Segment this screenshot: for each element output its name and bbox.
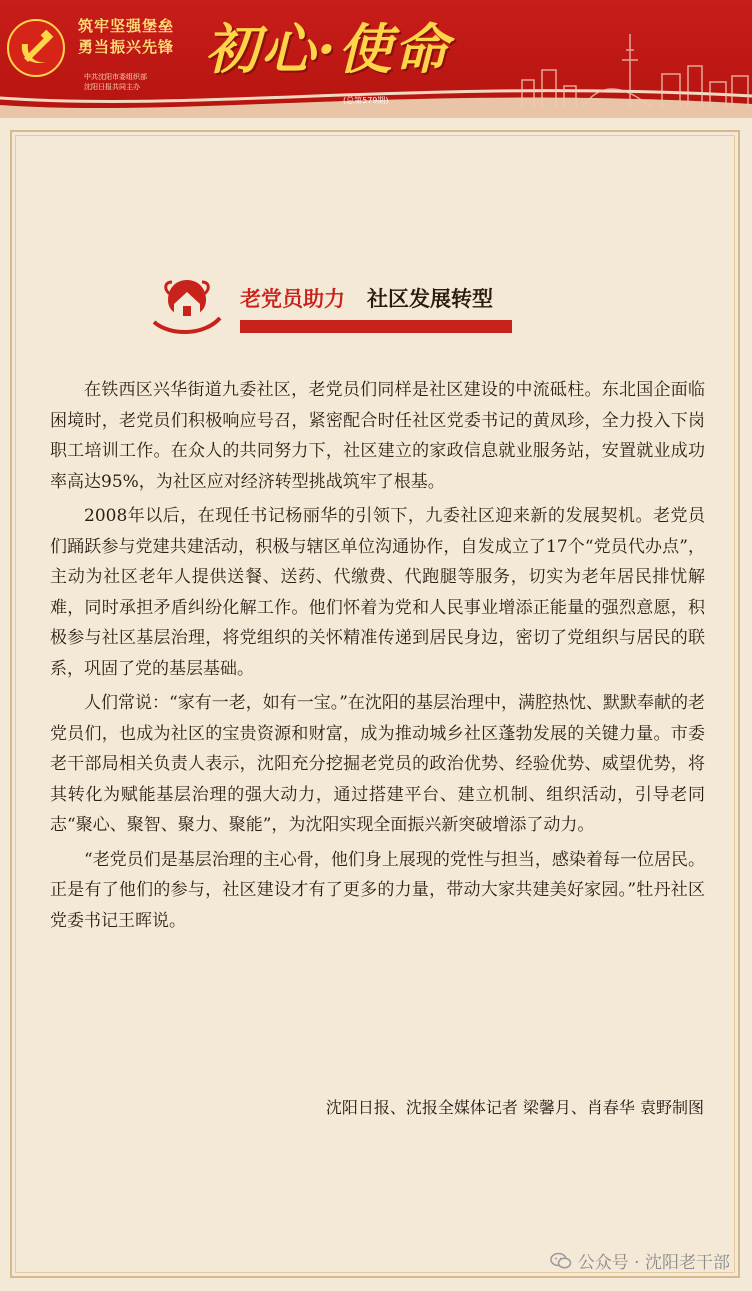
issue-number: (总第579期) (343, 96, 389, 105)
article-byline: 沈阳日报、沈报全媒体记者 梁馨月、肖春华 袁野制图 (325, 1098, 704, 1117)
slogan-line-1: 筑牢坚强堡垒 (78, 17, 175, 35)
article-paragraph: 人们常说：“家有一老，如有一宝。”在沈阳的基层治理中，满腔热忱、默默奉献的老党员们，也成为社区的宝贵资源和财富，成为推动城乡社区蓬勃发展的关键力量。市委老干部局相关负责人表示，沈阳充分挖掘老党员的政治优势、经验优势、威望优势，将其转化为赋能基层治理的强大动力，通过搭建平台、建立机制、组织活动，引导老同志“聚心、聚智、聚力、聚能”，为沈阳实现全面振兴新突破增添了动力。 (50, 693, 705, 835)
article-paragraph: 2008年以后，在现任书记杨丽华的引领下，九委社区迎来新的发展契机。老党员们踊跃参与党建共建活动，积极与辖区单位沟通协作，自发成立了17个“党员代办点”，主动为社区老年人提供送餐、送药、代缴费、代跑腿等服务，切实为老年居民排忧解难，同时承担矛盾纠纷化解工作。他们怀着为党和人民事业增添正能量的强烈意愿，积极参与社区基层治理，将党组织的关怀精准传递到居民身边，密切了党组织与居民的联系，巩固了党的基层基础。 (50, 506, 705, 679)
party-emblem-icon (6, 18, 66, 78)
organizer-line-2: 沈阳日报共同主办 (84, 83, 140, 91)
article-heading (240, 283, 493, 313)
wechat-watermark (550, 1248, 730, 1273)
heading-main: 社区发展转型 (367, 287, 493, 311)
column-title: 初心·使命 (205, 17, 450, 81)
header-banner (0, 0, 752, 118)
banner-slogan (78, 16, 174, 58)
article-paragraph: 在铁西区兴华街道九委社区，老党员们同样是社区建设的中流砥柱。东北国企面临困境时，老党员们积极响应号召，紧密配合时任社区党委书记的黄凤珍，全力投入下岗职工培训工作。在众人的共同努力下，社区建立的家政信息就业服务站，安置就业成功率高达95%，为社区应对经济转型挑战筑牢了根基。 (50, 380, 705, 492)
article-body (50, 375, 705, 940)
heading-highlight: 老党员助力 (240, 287, 345, 311)
heading-underline-bar (240, 320, 512, 333)
organizer-line-1: 中共沈阳市委组织部 (84, 73, 147, 81)
city-skyline-decoration (512, 30, 752, 110)
article-paragraph: “老党员们是基层治理的主心骨，他们身上展现的党性与担当，感染着每一位居民。正是有了他们的参与，社区建设才有了更多的力量，带动大家共建美好家园。”牡丹社区党委书记王晖说。 (50, 849, 705, 931)
community-house-icon (150, 270, 224, 340)
watermark-text: 公众号 · 沈阳老干部 (577, 1253, 730, 1273)
slogan-line-2: 勇当振兴先锋 (78, 38, 175, 56)
wechat-icon (550, 1252, 572, 1270)
banner-organizer (84, 72, 147, 92)
